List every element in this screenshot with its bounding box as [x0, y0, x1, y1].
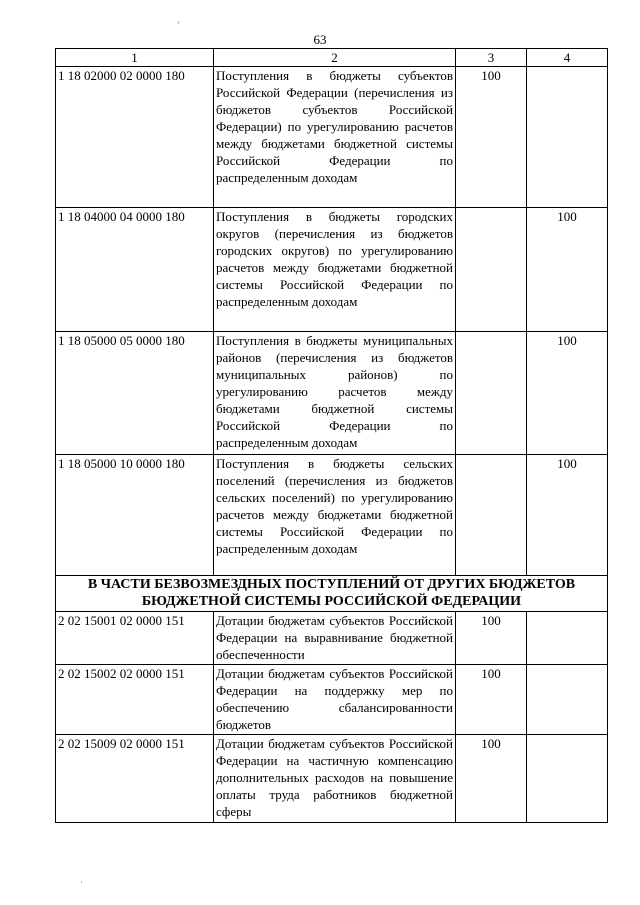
column-header-1: 1 — [56, 49, 214, 67]
scan-mark: ' — [178, 20, 180, 30]
table-row — [56, 208, 608, 332]
budget-description: Дотации бюджетам субъектов Российской Федерации на частичную компенсацию дополнительных расходов на повышение оплаты труда работников бюджетной сферы — [214, 735, 456, 823]
section-heading-line-2: БЮДЖЕТНОЙ СИСТЕМЫ РОССИЙСКОЙ ФЕДЕРАЦИИ — [141, 594, 522, 609]
budget-code: 1 18 02000 02 0000 180 — [56, 67, 214, 208]
column-4-value: 100 — [527, 455, 608, 576]
page-number: 63 — [313, 32, 327, 47]
scan-mark: ˙ — [80, 880, 83, 890]
budget-description: Поступления в бюджеты сельских поселений (перечисления из бюджетов сельских поселений) по урегулированию расчетов между бюджетами бюджетной системы Российской Федерации по распределенным доходам — [214, 455, 456, 576]
table-row — [56, 612, 608, 665]
budget-code: 2 02 15001 02 0000 151 — [56, 612, 214, 665]
table-row — [56, 735, 608, 823]
column-header-4: 4 — [527, 49, 608, 67]
budget-code: 2 02 15009 02 0000 151 — [56, 735, 214, 823]
section-heading — [56, 576, 608, 612]
budget-code: 1 18 05000 05 0000 180 — [56, 332, 214, 455]
column-4-value: 100 — [527, 332, 608, 455]
budget-description: Дотации бюджетам субъектов Российской Федерации на поддержку мер по обеспечению сбалансированности бюджетов — [214, 665, 456, 735]
table-row — [56, 455, 608, 576]
column-header-3: 3 — [456, 49, 527, 67]
column-4-value — [527, 735, 608, 823]
column-4-value — [527, 665, 608, 735]
table-header-row — [56, 49, 608, 67]
column-4-value — [527, 612, 608, 665]
budget-code: 2 02 15002 02 0000 151 — [56, 665, 214, 735]
column-3-value: 100 — [456, 612, 527, 665]
budget-description: Поступления в бюджеты городских округов (перечисления из бюджетов городских округов) по урегулированию расчетов между бюджетами бюджетной системы Российской Федерации по распределенным доходам — [214, 208, 456, 332]
budget-code: 1 18 04000 04 0000 180 — [56, 208, 214, 332]
budget-description: Поступления в бюджеты муниципальных районов (перечисления из бюджетов муниципальных районов) по урегулированию расчетов между бюджетами бюджетной системы Российской Федерации по распределенным доходам — [214, 332, 456, 455]
budget-code: 1 18 05000 10 0000 180 — [56, 455, 214, 576]
column-header-2: 2 — [214, 49, 456, 67]
table-row — [56, 67, 608, 208]
table-row — [56, 665, 608, 735]
column-3-value — [456, 332, 527, 455]
column-3-value: 100 — [456, 67, 527, 208]
column-3-value: 100 — [456, 665, 527, 735]
section-heading-line-1: В ЧАСТИ БЕЗВОЗМЕЗДНЫХ ПОСТУПЛЕНИЙ ОТ ДРУГИХ БЮДЖЕТОВ — [87, 577, 576, 592]
column-3-value: 100 — [456, 735, 527, 823]
section-heading-row — [56, 576, 608, 612]
column-3-value — [456, 208, 527, 332]
budget-description: Поступления в бюджеты субъектов Российской Федерации (перечисления из бюджетов субъектов Российской Федерации) по урегулированию расчетов между бюджетами бюджетной системы Российской Федерации по распределенным доходам — [214, 67, 456, 208]
column-4-value — [527, 67, 608, 208]
budget-classification-table — [55, 48, 608, 823]
table-row — [56, 332, 608, 455]
column-3-value — [456, 455, 527, 576]
budget-description: Дотации бюджетам субъектов Российской Федерации на выравнивание бюджетной обеспеченности — [214, 612, 456, 665]
column-4-value: 100 — [527, 208, 608, 332]
